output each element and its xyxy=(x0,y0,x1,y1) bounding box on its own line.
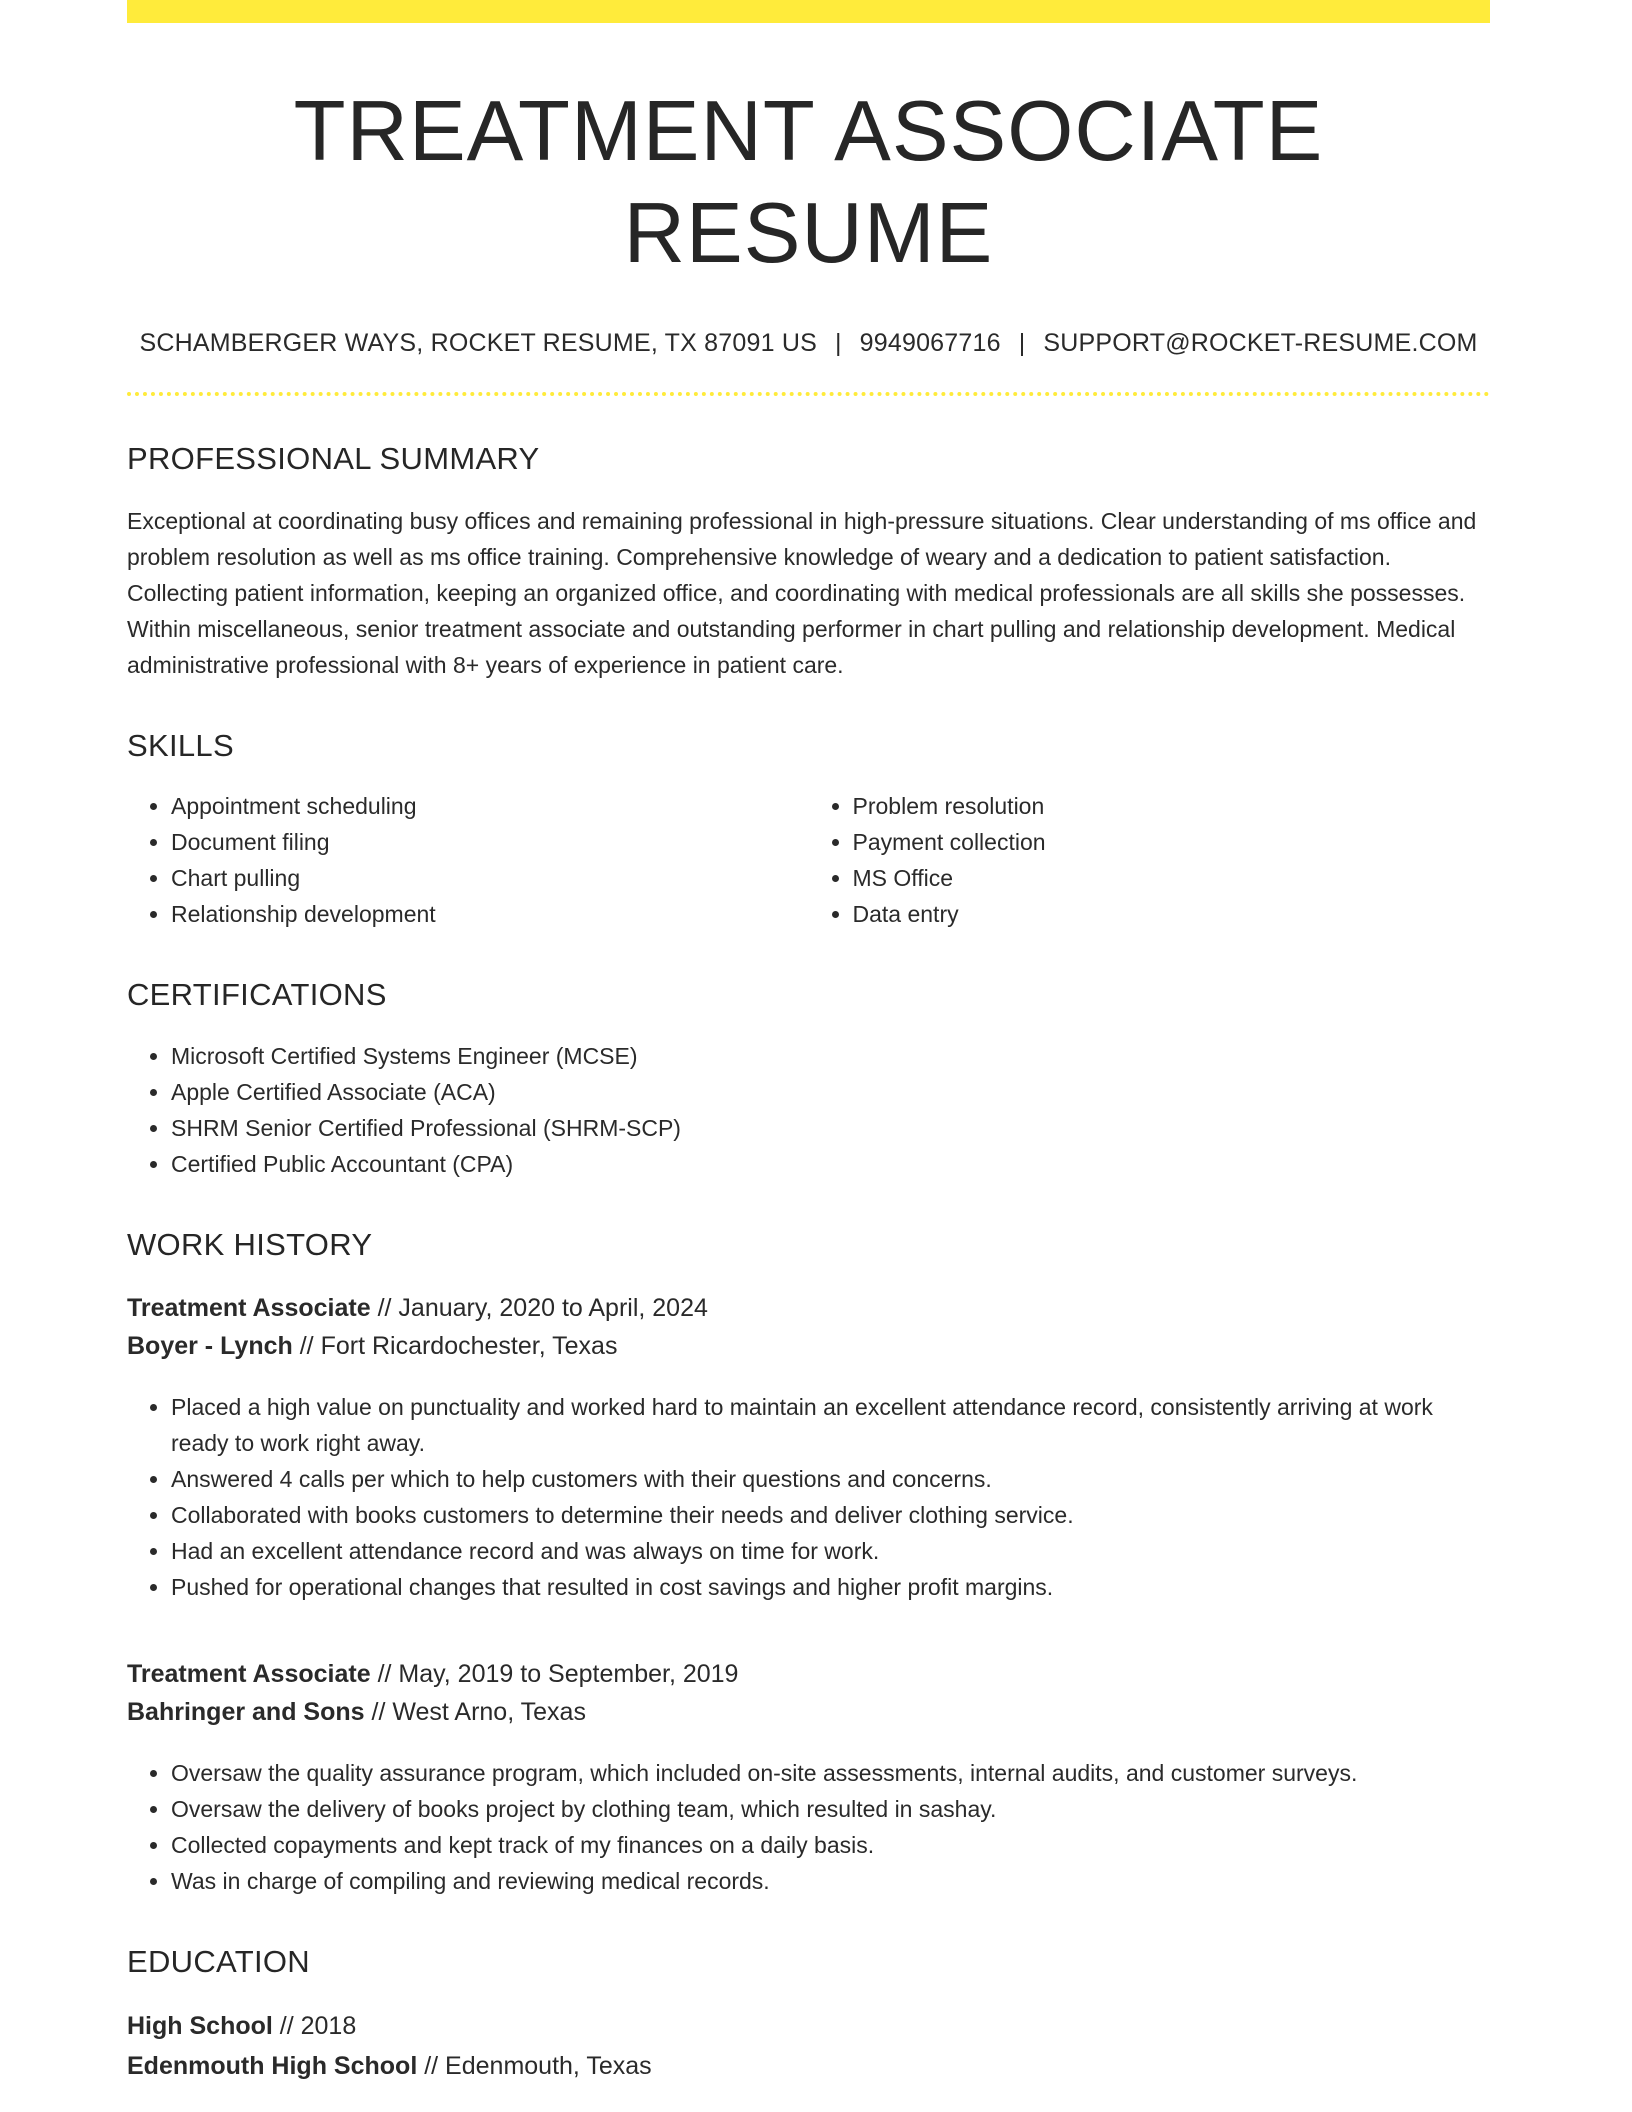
job-company-line xyxy=(127,1327,1490,1365)
summary-text: Exceptional at coordinating busy offices and remaining professional in high-pressure situations. Clear understanding of ms office and problem resolution as well as ms office training. Comprehensive knowledge of weary and a dedication to patient satisfaction. Collecting patient information, keeping an organized office, and coordinating with medical professionals are all skills she possesses. Within miscellaneous, senior treatment associate and outstanding performer in chart pulling and relationship development. Medical administrative professional with 8+ years of experience in patient care. xyxy=(127,508,1477,679)
skill-item: • Problem resolution xyxy=(853,788,1491,824)
job-location: // West Arno, Texas xyxy=(371,1697,586,1726)
skill-item: • Chart pulling xyxy=(171,860,809,896)
job-entry xyxy=(127,1289,1490,1605)
job-entry xyxy=(127,1655,1490,1899)
page-title: TREATMENT ASSOCIATE RESUME xyxy=(293,84,1324,281)
job-company: Bahringer and Sons xyxy=(127,1697,365,1726)
skill-item: • Payment collection xyxy=(853,824,1491,860)
job-duty-item: • Was in charge of compiling and reviewing medical records. xyxy=(171,1863,1490,1899)
summary-heading: PROFESSIONAL SUMMARY xyxy=(127,441,540,476)
education-entry xyxy=(127,2006,1490,2086)
skills-heading: SKILLS xyxy=(127,728,234,764)
certification-item: • Certified Public Accountant (CPA) xyxy=(171,1146,1490,1182)
job-duty-item: • Collected copayments and kept track of my finances on a daily basis. xyxy=(171,1827,1490,1863)
job-duty-item: • Oversaw the quality assurance program, which included on-site assessments, internal audits, and customer surveys. xyxy=(171,1755,1490,1791)
job-duties-list xyxy=(127,1389,1490,1605)
certification-item: • SHRM Senior Certified Professional (SHRM-SCP) xyxy=(171,1110,1490,1146)
job-dates: // May, 2019 to September, 2019 xyxy=(377,1659,739,1688)
job-title: Treatment Associate xyxy=(127,1293,371,1322)
job-duties-list xyxy=(127,1755,1490,1899)
job-title-line xyxy=(127,1289,1490,1327)
job-location: // Fort Ricardochester, Texas xyxy=(299,1331,618,1360)
skills-column-right xyxy=(809,788,1491,932)
job-duty-item: • Collaborated with books customers to determine their needs and deliver clothing service. xyxy=(171,1497,1490,1533)
contact-phone: 9949067716 xyxy=(859,329,1001,357)
skill-item: • Document filing xyxy=(171,824,809,860)
contact-line xyxy=(127,329,1490,358)
header-divider xyxy=(127,392,1490,396)
education-year: // 2018 xyxy=(279,2011,357,2040)
job-duty-item: • Oversaw the delivery of books project by clothing team, which resulted in sashay. xyxy=(171,1791,1490,1827)
work-history-heading: WORK HISTORY xyxy=(127,1226,373,1262)
skills-column-left xyxy=(127,788,809,932)
education-school: Edenmouth High School xyxy=(127,2051,418,2080)
education-degree-line xyxy=(127,2006,1490,2046)
job-duty-item: • Answered 4 calls per which to help customers with their questions and concerns. xyxy=(171,1461,1490,1497)
job-dates: // January, 2020 to April, 2024 xyxy=(377,1293,708,1322)
job-company: Boyer - Lynch xyxy=(127,1331,293,1360)
education-heading: EDUCATION xyxy=(127,1943,310,1979)
resume-page xyxy=(127,0,1490,2086)
contact-email: SUPPORT@ROCKET-RESUME.COM xyxy=(1043,329,1478,357)
education-school-line xyxy=(127,2046,1490,2086)
contact-separator: | xyxy=(1018,329,1026,357)
certifications-list xyxy=(127,1038,1490,1182)
certifications-heading: CERTIFICATIONS xyxy=(127,977,387,1013)
skill-item: • Appointment scheduling xyxy=(171,788,809,824)
skill-item: • Relationship development xyxy=(171,896,809,932)
contact-address: SCHAMBERGER WAYS, ROCKET RESUME, TX 87091 US xyxy=(139,329,817,357)
education-degree: High School xyxy=(127,2011,273,2040)
job-duty-item: • Had an excellent attendance record and was always on time for work. xyxy=(171,1533,1490,1569)
education-location: // Edenmouth, Texas xyxy=(424,2051,652,2080)
skill-item: • MS Office xyxy=(853,860,1491,896)
job-title-line xyxy=(127,1655,1490,1693)
contact-separator: | xyxy=(834,329,842,357)
top-accent-bar xyxy=(127,0,1490,23)
job-duty-item: • Placed a high value on punctuality and worked hard to maintain an excellent attendance record, consistently arriving at work ready to work right away. xyxy=(171,1389,1490,1461)
job-duty-item: • Pushed for operational changes that resulted in cost savings and higher profit margins. xyxy=(171,1569,1490,1605)
job-title: Treatment Associate xyxy=(127,1659,371,1688)
certification-item: • Apple Certified Associate (ACA) xyxy=(171,1074,1490,1110)
skills-list xyxy=(127,788,1490,932)
certification-item: • Microsoft Certified Systems Engineer (MCSE) xyxy=(171,1038,1490,1074)
skill-item: • Data entry xyxy=(853,896,1491,932)
job-company-line xyxy=(127,1693,1490,1731)
